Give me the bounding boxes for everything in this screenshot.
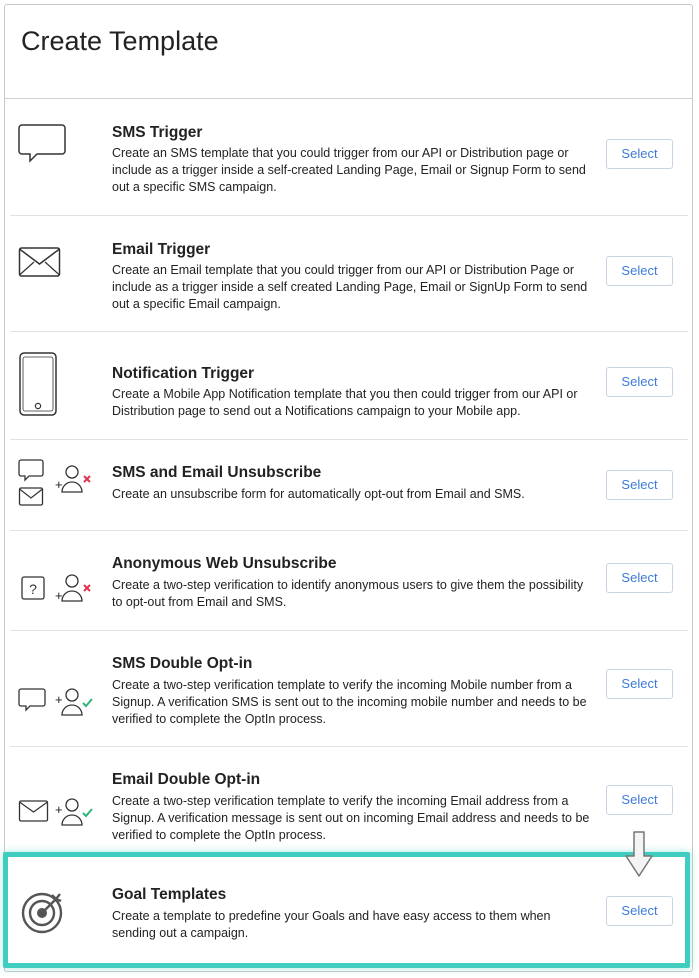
template-description: Create an Email template that you could trigger from our API or Distribution Page or include as a trigger inside a self created Landing Page, Email or SignUp Form to send out a specific Email campaign. xyxy=(112,263,588,311)
select-button[interactable]: Select xyxy=(606,256,673,286)
template-row-email-double-optin xyxy=(10,747,688,855)
template-title: SMS Double Opt-in xyxy=(112,655,253,672)
template-title: SMS Trigger xyxy=(112,124,203,141)
select-button[interactable]: Select xyxy=(606,563,673,593)
plus-sign: + xyxy=(55,692,63,707)
mobile-phone-icon xyxy=(18,350,104,420)
sms-bubble-icon xyxy=(18,123,104,183)
create-template-panel xyxy=(4,4,693,972)
down-arrow-icon xyxy=(624,830,654,878)
template-description: Create an unsubscribe form for automatically opt-out from Email and SMS. xyxy=(112,487,525,501)
template-row-sms-double-optin xyxy=(10,631,688,747)
select-button[interactable]: Select xyxy=(606,139,673,169)
template-description: Create a Mobile App Notification template that you then could trigger from our API or Distribution page to send out a Notifications campaign to your Mobile app. xyxy=(112,387,578,418)
panel-header xyxy=(5,5,692,99)
select-button[interactable]: Select xyxy=(606,896,673,926)
select-button[interactable]: Select xyxy=(606,669,673,699)
template-description: Create a template to predefine your Goals and have easy access to them when sending out a campaign. xyxy=(112,909,551,940)
template-row-sms-trigger xyxy=(10,99,688,216)
select-button[interactable]: Select xyxy=(606,470,673,500)
template-row-sms-email-unsubscribe xyxy=(10,440,688,531)
template-description: Create a two-step verification template to verify the incoming Mobile number from a Signup. A verification SMS is sent out to the incoming mobile number and needs to be verified to complete the OptIn process. xyxy=(112,678,587,726)
template-description: Create a two-step verification to identify anonymous users to give them the possibility to opt-out from Email and SMS. xyxy=(112,578,584,609)
select-button[interactable]: Select xyxy=(606,367,673,397)
template-row-anonymous-web-unsubscribe xyxy=(10,531,688,631)
template-description: Create an SMS template that you could trigger from our API or Distribution page or include as a trigger inside a self-created Landing Page, Email or Signup Form to send out a specific SMS campaign. xyxy=(112,146,586,194)
template-row-notification-trigger xyxy=(10,332,688,440)
plus-sign: + xyxy=(55,588,63,603)
plus-sign: + xyxy=(55,802,63,817)
template-description: Create a two-step verification template to verify the incoming Email address from a Signup. A verification message is sent out on incoming Email address and needs to be verified to complete the OptIn process. xyxy=(112,794,590,842)
template-title: Anonymous Web Unsubscribe xyxy=(112,555,337,572)
template-title: Goal Templates xyxy=(112,886,227,903)
template-title: SMS and Email Unsubscribe xyxy=(112,464,322,481)
goal-templates-highlight-box xyxy=(3,852,690,968)
template-row-email-trigger xyxy=(10,216,688,332)
template-title: Email Trigger xyxy=(112,241,211,258)
select-button[interactable]: Select xyxy=(606,785,673,815)
page-title: Create Template xyxy=(21,26,219,56)
envelope-icon xyxy=(18,245,104,305)
template-title: Notification Trigger xyxy=(112,365,255,382)
svg-text:?: ? xyxy=(29,581,37,597)
plus-sign: + xyxy=(55,477,63,492)
template-title: Email Double Opt-in xyxy=(112,771,261,788)
